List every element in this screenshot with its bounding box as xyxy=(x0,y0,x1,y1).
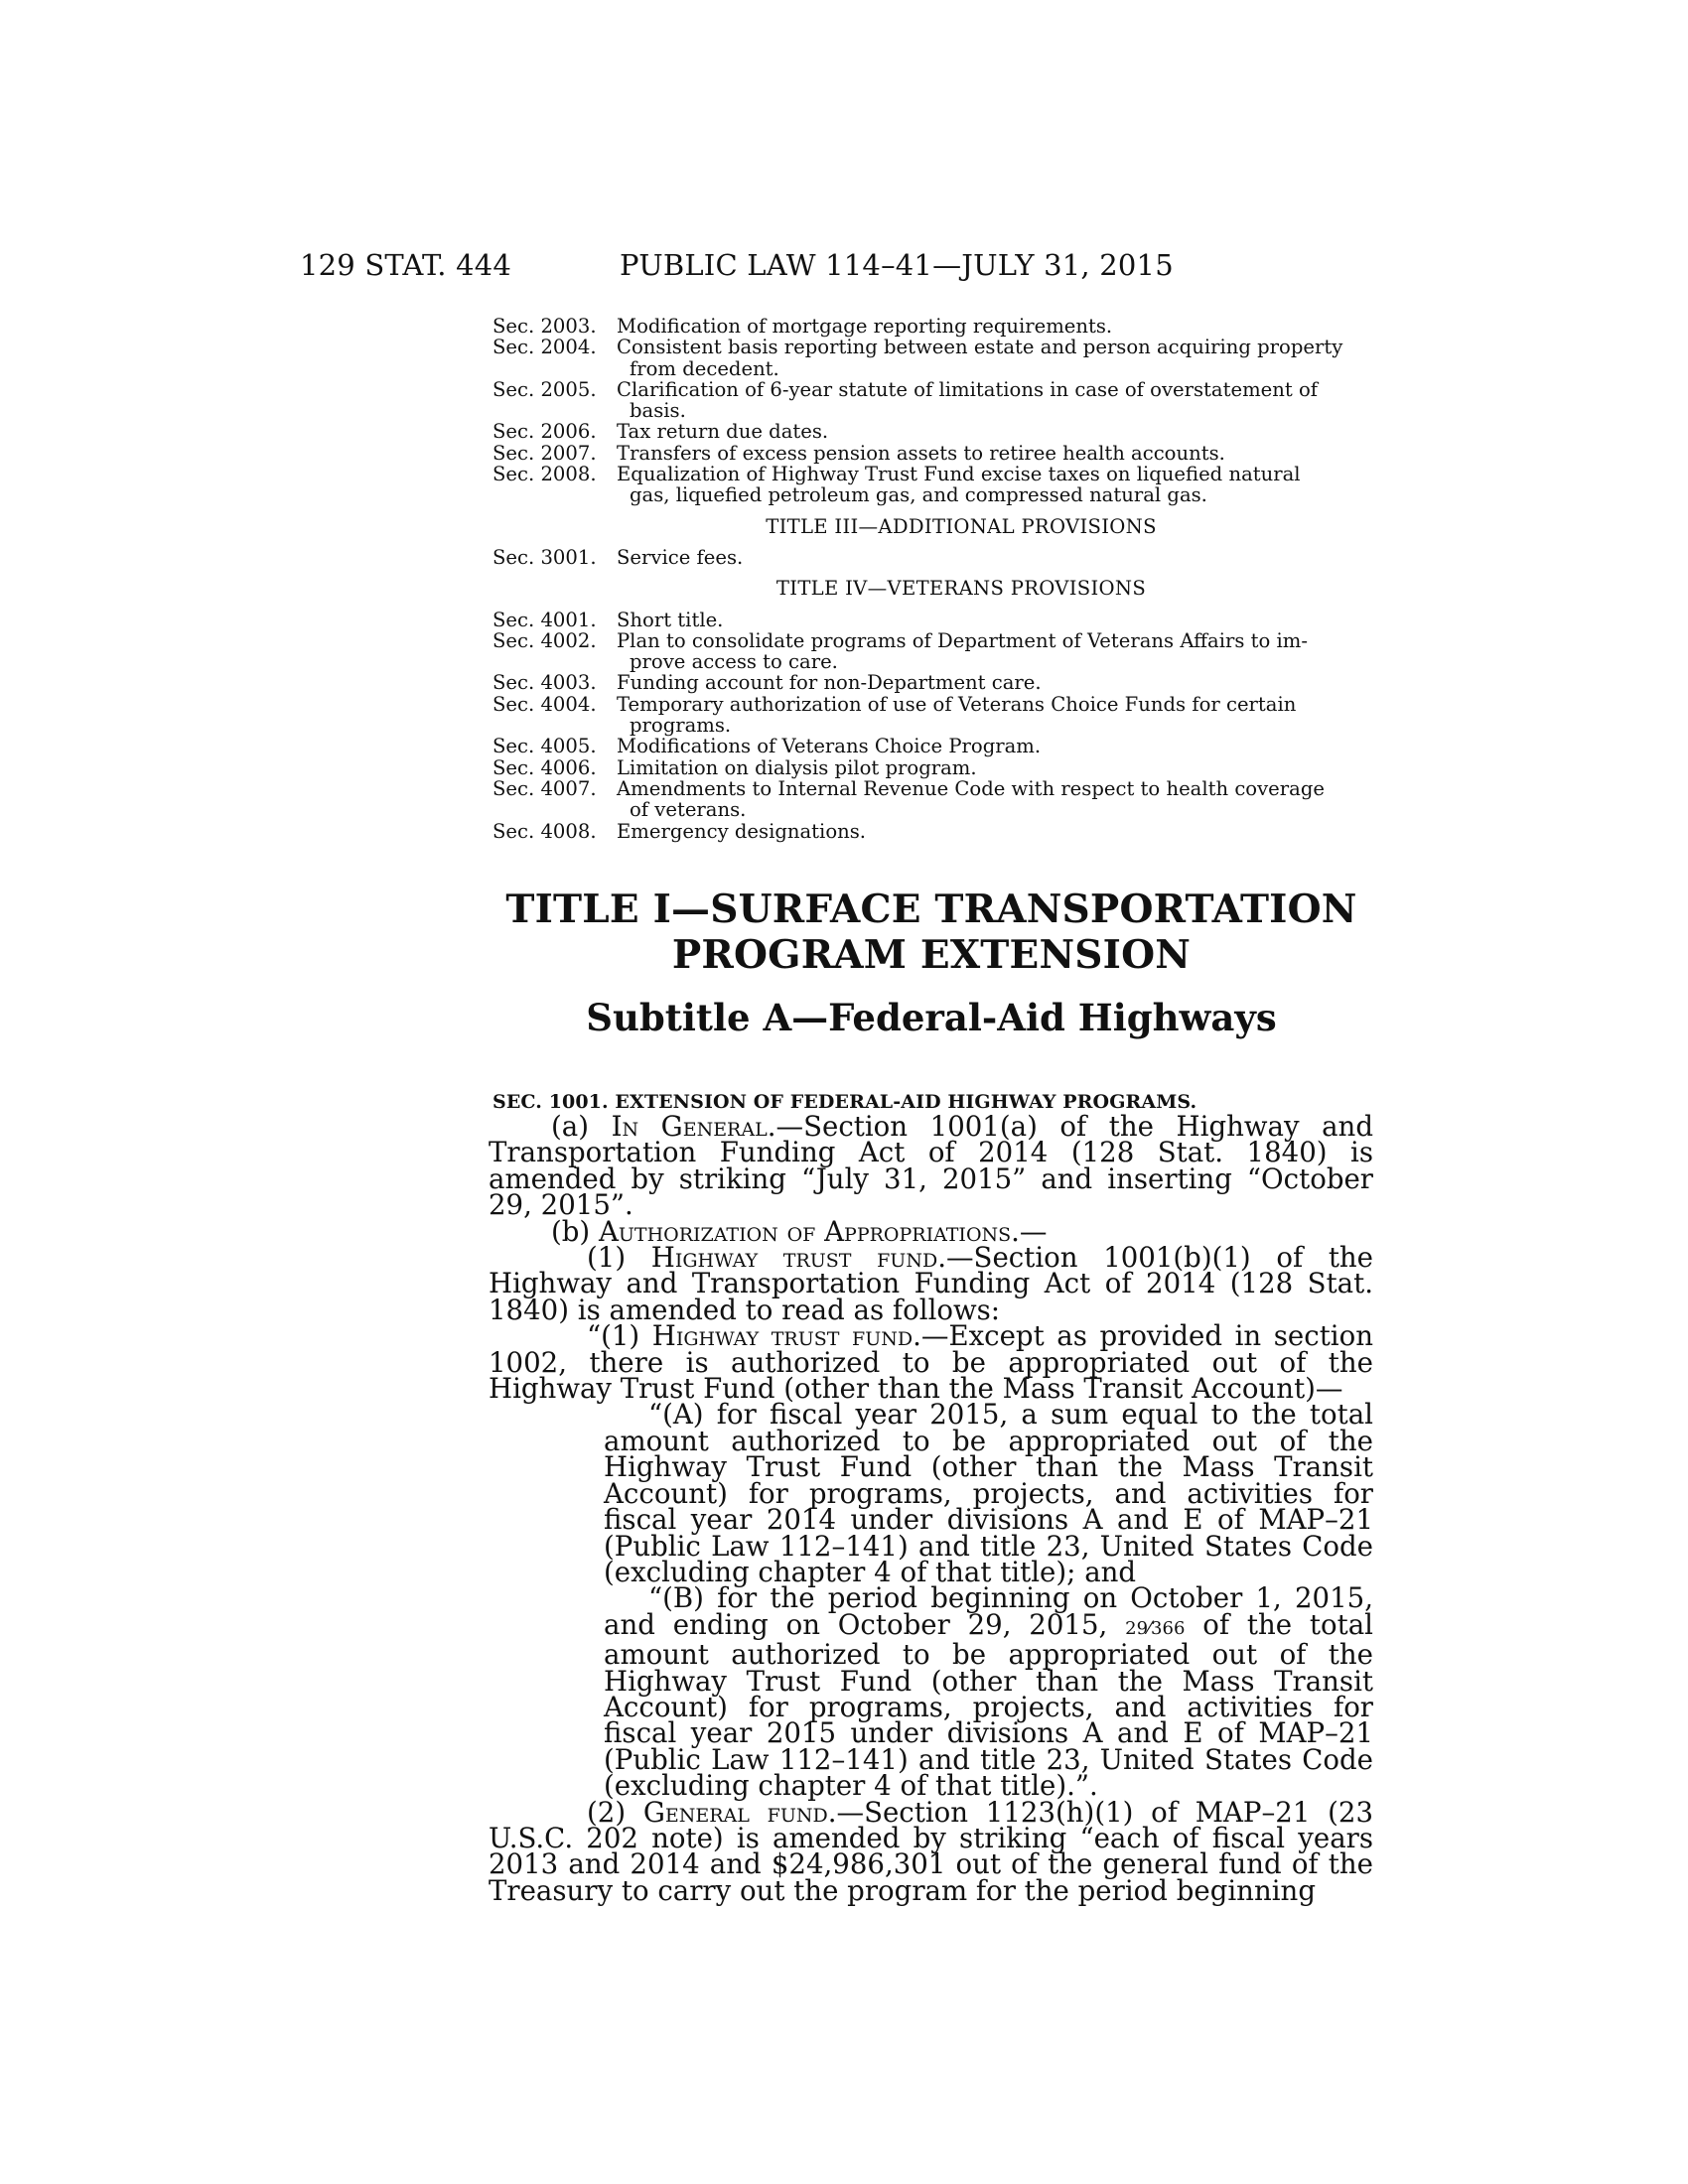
toc-section-number: Sec. 2008. xyxy=(492,463,597,486)
toc-section-number: Sec. 4005. xyxy=(492,735,597,758)
paragraph-b: (b) Authorization of Appropriations.— xyxy=(551,1214,1048,1248)
toc-section-number: Sec. 4006. xyxy=(492,755,597,779)
toc-entry xyxy=(492,672,1370,693)
toc-section-number: Sec. 4007. xyxy=(492,776,597,800)
toc-section-title: Short title. xyxy=(617,608,724,631)
toc-section-number: Sec. 2005. xyxy=(492,377,597,401)
toc-entry xyxy=(492,630,1370,673)
toc-entry xyxy=(492,610,1370,630)
toc-entry xyxy=(492,337,1370,379)
toc-entry xyxy=(492,464,1370,506)
toc-section-title: Service fees. xyxy=(617,545,744,569)
toc-section-number: Sec. 4003. xyxy=(492,671,597,695)
title-heading-line: PROGRAM EXTENSION xyxy=(671,932,1192,978)
paragraph-a: (a) In General.—Section 1001(a) of the Highway and Transportation Funding Act of 2014 (128 Stat. 1840) is amended by striking “July 31, 2015” and inserting “October 29, 2015”. xyxy=(489,1110,1373,1222)
toc-section-number: Sec. 2003. xyxy=(492,315,597,338)
section-heading: SEC. 1001. EXTENSION OF FEDERAL-AID HIGHWAY PROGRAMS. xyxy=(492,1091,1197,1113)
toc-section-number: Sec. 4002. xyxy=(492,628,597,652)
paragraph-b1: (1) Highway trust fund.—Section 1001(b)(1) of the Highway and Transportation Funding Act of 2014 (128 Stat. 1840) is amended to read as follows: xyxy=(489,1241,1374,1326)
toc-section-number: Sec. 4008. xyxy=(492,819,597,843)
toc-entry xyxy=(492,736,1370,756)
toc-section-title: Temporary authorization of use of Veterans Choice Funds for certain programs. xyxy=(617,692,1297,738)
statute-page-number: 129 STAT. 444 xyxy=(300,248,512,282)
toc-section-title: Emergency designations. xyxy=(617,819,867,843)
toc-entry xyxy=(492,694,1370,737)
table-of-contents xyxy=(492,316,1370,842)
toc-section-number: Sec. 4004. xyxy=(492,692,597,716)
toc-section-title: Equalization of Highway Trust Fund excise taxes on liquefied natural gas, liquefied petroleum gas, and compressed natural gas. xyxy=(617,463,1301,507)
page-header xyxy=(300,248,1213,288)
section-body xyxy=(489,1110,1374,1907)
toc-section-title: Plan to consolidate programs of Department of Veterans Affairs to im- prove access to care. xyxy=(617,628,1309,674)
toc-section-number: Sec. 2004. xyxy=(492,336,597,359)
public-law-citation: PUBLIC LAW 114–41—JULY 31, 2015 xyxy=(620,248,1174,282)
quoted-subparagraph-b: “(B) for the period beginning on October 1, 2015, and ending on October 29, 2015, 29⁄366 of the total amount authorized to be appropriated out of the Highway Trust Fund (other than the Mass Transit Account) for programs, projects, and activities for fiscal year 2015 under divisions A and E of MAP–21 (Public Law 112–141) and title 23, United States Code (excluding chapter 4 of that title).”. xyxy=(604,1581,1374,1803)
toc-entry xyxy=(492,778,1370,821)
toc-section-title: Funding account for non-Department care. xyxy=(617,671,1042,695)
toc-entry xyxy=(492,821,1370,842)
toc-section-number: Sec. 2006. xyxy=(492,420,597,444)
toc-section-title: Modifications of Veterans Choice Program. xyxy=(617,735,1042,758)
toc-title-iii-heading: TITLE III—ADDITIONAL PROVISIONS xyxy=(766,514,1157,538)
title-heading xyxy=(492,887,1370,978)
toc-title-iv-heading: TITLE IV—VETERANS PROVISIONS xyxy=(775,577,1147,601)
toc-entry xyxy=(492,547,1370,568)
toc-entry xyxy=(492,757,1370,778)
toc-section-title: Tax return due dates. xyxy=(617,420,829,444)
toc-section-title: Amendments to Internal Revenue Code with respect to health coverage of veterans. xyxy=(617,776,1325,822)
toc-section-title: Modification of mortgage reporting requirements. xyxy=(617,315,1113,338)
toc-entry xyxy=(492,421,1370,442)
toc-section-title: Limitation on dialysis pilot program. xyxy=(617,755,977,779)
toc-section-number: Sec. 2007. xyxy=(492,441,597,465)
quoted-subparagraph-a: “(A) for fiscal year 2015, a sum equal to the total amount authorized to be appropriated out of the Highway Trust Fund (other than the Mass Transit Account) for programs, projects, and activities for fiscal year 2014 under divisions A and E of MAP–21 (Public Law 112–141) and title 23, United States Code (excluding chapter 4 of that title); and xyxy=(604,1398,1373,1588)
toc-entry xyxy=(492,379,1370,422)
toc-section-title: Transfers of excess pension assets to retiree health accounts. xyxy=(617,441,1225,465)
toc-entry xyxy=(492,316,1370,337)
quoted-paragraph-1: “(1) Highway trust fund.—Except as provided in section 1002, there is authorized to be appropriated out of the Highway Trust Fund (other than the Mass Transit Account)— xyxy=(489,1319,1374,1406)
toc-group-title-ii xyxy=(492,316,1370,506)
toc-section-number: Sec. 3001. xyxy=(492,545,597,569)
title-heading-line: TITLE I—SURFACE TRANSPORTATION xyxy=(505,887,1357,932)
fraction: 29⁄366 xyxy=(1125,1617,1186,1639)
toc-section-title: Consistent basis reporting between estate and person acquiring property from decedent. xyxy=(617,336,1343,380)
toc-section-title: Clarification of 6-year statute of limitations in case of overstatement of basis. xyxy=(617,377,1319,423)
paragraph-b2: (2) General fund.—Section 1123(h)(1) of MAP–21 (23 U.S.C. 202 note) is amended by striking “each of fiscal years 2013 and 2014 and $24,986,301 out of the general fund of the Treasury to carry out the program for the period beginning xyxy=(489,1795,1373,1907)
toc-section-number: Sec. 4001. xyxy=(492,608,597,631)
subtitle-heading: Subtitle A—Federal-Aid Highways xyxy=(586,996,1277,1039)
toc-entry xyxy=(492,443,1370,464)
